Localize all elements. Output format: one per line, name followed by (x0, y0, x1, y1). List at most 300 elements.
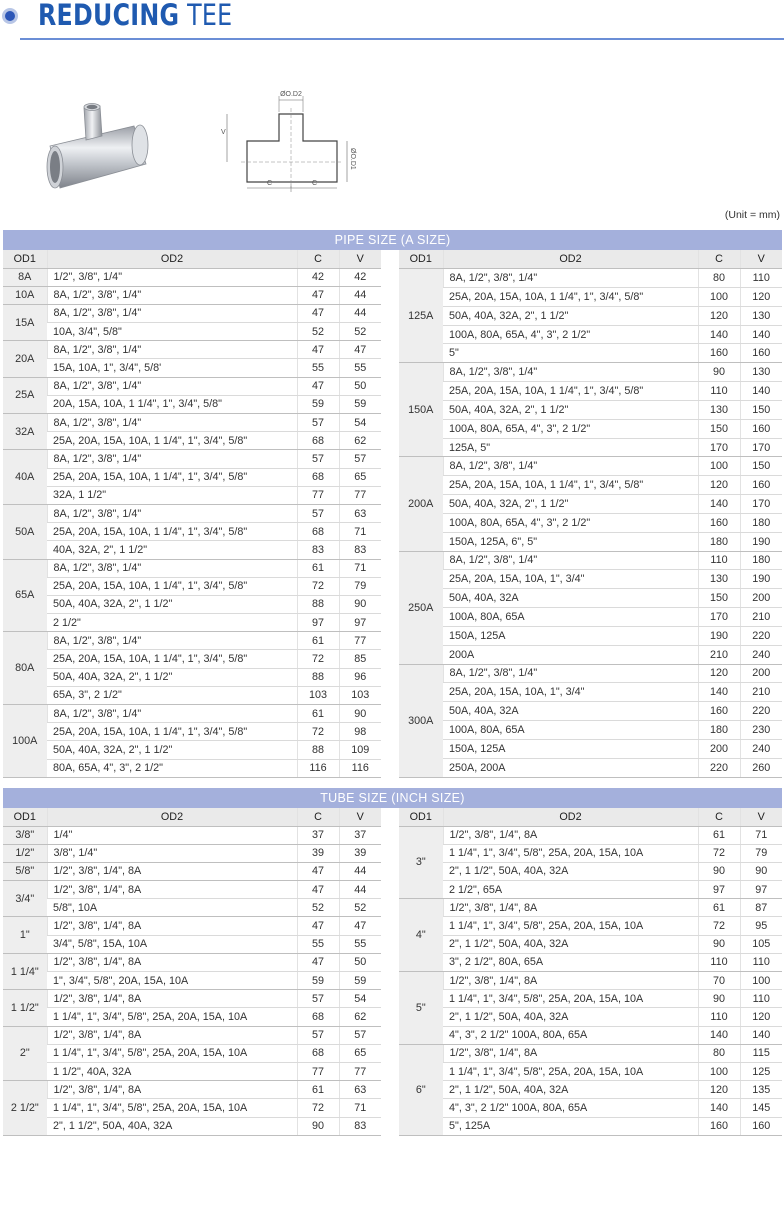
table-row (3, 414, 381, 432)
c-cell: 210 (698, 645, 740, 664)
v-cell: 160 (740, 476, 782, 495)
c-cell: 42 (297, 268, 339, 286)
od2-cell: 125A, 5" (443, 438, 698, 457)
v-cell: 160 (740, 1117, 782, 1135)
column-header: C (698, 250, 740, 269)
table-row (399, 972, 782, 990)
c-cell: 47 (297, 286, 339, 304)
column-header: OD2 (47, 250, 297, 268)
table-row (399, 881, 782, 899)
header-rule (20, 38, 784, 40)
c-cell: 57 (297, 1026, 339, 1044)
od2-cell: 25A, 20A, 15A, 10A, 1 1/4", 1", 3/4", 5/8" (47, 723, 297, 741)
v-cell: 39 (339, 844, 381, 862)
c-cell: 88 (297, 595, 339, 613)
c-cell: 52 (297, 323, 339, 341)
column-header: OD1 (399, 250, 443, 269)
c-cell: 80 (698, 1044, 740, 1062)
od2-cell: 2 1/2" (47, 614, 297, 632)
table-row (3, 523, 381, 541)
table-row (3, 826, 381, 844)
od2-cell: 20A, 15A, 10A, 1 1/4", 1", 3/4", 5/8" (47, 395, 297, 413)
od2-cell: 15A, 10A, 1", 3/4", 5/8' (47, 359, 297, 377)
v-cell: 47 (339, 917, 381, 935)
v-cell: 96 (339, 668, 381, 686)
c-cell: 120 (698, 476, 740, 495)
c-cell: 130 (698, 400, 740, 419)
table-row (3, 1117, 381, 1135)
dimension-drawing (215, 84, 365, 194)
column-header: C (297, 250, 339, 268)
bullet-dot-icon (5, 11, 15, 21)
table-row (399, 844, 782, 862)
v-cell: 140 (740, 325, 782, 344)
column-header: V (339, 250, 381, 268)
od2-cell: 8A, 1/2", 3/8", 1/4" (443, 457, 698, 476)
table-row (399, 495, 782, 514)
table-row (3, 341, 381, 359)
od1-cell: 100A (3, 705, 47, 778)
pipe-size-section (3, 230, 782, 778)
table-row (399, 325, 782, 344)
v-cell: 230 (740, 721, 782, 740)
od2-cell: 150A, 125A (443, 626, 698, 645)
c-cell: 59 (297, 972, 339, 990)
v-cell: 220 (740, 626, 782, 645)
v-cell: 190 (740, 532, 782, 551)
od2-cell: 5" (443, 344, 698, 363)
od2-cell: 200A (443, 645, 698, 664)
table-row (399, 532, 782, 551)
v-cell: 59 (339, 972, 381, 990)
column-header: V (740, 250, 782, 269)
od2-label: ØO.D2 (280, 91, 302, 98)
table-row (3, 450, 381, 468)
pipe-size-table-right (399, 250, 782, 778)
od2-cell: 1 1/4", 1", 3/4", 5/8", 25A, 20A, 15A, 10A (47, 1099, 297, 1117)
table-row (3, 577, 381, 595)
v-cell: 65 (339, 1044, 381, 1062)
od2-cell: 50A, 40A, 32A, 2", 1 1/2" (443, 306, 698, 325)
v-cell: 50 (339, 377, 381, 395)
od2-cell: 1 1/4", 1", 3/4", 5/8", 25A, 20A, 15A, 10A (443, 990, 698, 1008)
table-header-row (3, 250, 381, 268)
v-cell: 57 (339, 450, 381, 468)
od2-cell: 2 1/2", 65A (443, 881, 698, 899)
v-cell: 65 (339, 468, 381, 486)
od2-cell: 10A, 3/4", 5/8" (47, 323, 297, 341)
table-row (399, 608, 782, 627)
c-cell: 68 (297, 468, 339, 486)
table-row (399, 645, 782, 664)
table-row (3, 1008, 381, 1026)
c-cell: 57 (297, 450, 339, 468)
table-header-row (399, 250, 782, 269)
v-cell: 116 (339, 759, 381, 777)
v-cell: 44 (339, 862, 381, 880)
table-row (3, 1099, 381, 1117)
od1-cell: 1 1/2" (3, 990, 47, 1026)
v-cell: 115 (740, 1044, 782, 1062)
od2-cell: 100A, 80A, 65A, 4", 3", 2 1/2" (443, 419, 698, 438)
od2-cell: 100A, 80A, 65A, 4", 3", 2 1/2" (443, 513, 698, 532)
c-cell: 97 (297, 614, 339, 632)
c-cell: 220 (698, 758, 740, 777)
od2-cell: 1/2", 3/8", 1/4", 8A (47, 1026, 297, 1044)
c-cell: 180 (698, 721, 740, 740)
v-cell: 170 (740, 495, 782, 514)
column-header: V (339, 808, 381, 826)
c-cell: 120 (698, 306, 740, 325)
table-row (399, 457, 782, 476)
table-row (3, 650, 381, 668)
table-row (399, 419, 782, 438)
table-row (3, 723, 381, 741)
c-cell: 72 (297, 1099, 339, 1117)
table-row (3, 268, 381, 286)
table-row (3, 432, 381, 450)
c-cell: 140 (698, 683, 740, 702)
od2-cell: 8A, 1/2", 3/8", 1/4" (443, 363, 698, 382)
od2-cell: 1/4" (47, 826, 297, 844)
table-row (3, 844, 381, 862)
table-row (399, 513, 782, 532)
c-cell: 72 (297, 723, 339, 741)
pipe-size-title: PIPE SIZE (A SIZE) (3, 230, 782, 250)
column-header: OD2 (443, 808, 698, 826)
v-cell: 54 (339, 414, 381, 432)
tube-size-section (3, 788, 782, 1136)
table-row (3, 990, 381, 1008)
c-cell: 90 (698, 935, 740, 953)
v-cell: 120 (740, 287, 782, 306)
od2-cell: 50A, 40A, 32A, 2", 1 1/2" (47, 595, 297, 613)
c-cell: 88 (297, 741, 339, 759)
v-cell: 63 (339, 504, 381, 522)
v-cell: 240 (740, 645, 782, 664)
v-cell: 135 (740, 1081, 782, 1099)
od2-cell: 150A, 125A (443, 739, 698, 758)
c-cell: 68 (297, 432, 339, 450)
v-cell: 190 (740, 570, 782, 589)
c-cell: 47 (297, 881, 339, 899)
od1-cell: 150A (399, 363, 443, 457)
table-row (3, 359, 381, 377)
v-cell: 97 (339, 614, 381, 632)
c-cell: 72 (297, 577, 339, 595)
od2-cell: 40A, 32A, 2", 1 1/2" (47, 541, 297, 559)
v-cell: 145 (740, 1099, 782, 1117)
table-row (399, 683, 782, 702)
od1-cell: 2" (3, 1026, 47, 1081)
v-cell: 200 (740, 589, 782, 608)
pipe-size-table-left (3, 250, 381, 778)
v-cell: 85 (339, 650, 381, 668)
table-row (3, 953, 381, 971)
od1-cell: 125A (399, 269, 443, 363)
c-cell: 61 (297, 559, 339, 577)
od2-cell: 1 1/2", 40A, 32A (47, 1062, 297, 1080)
od2-cell: 8A, 1/2", 3/8", 1/4" (47, 341, 297, 359)
table-row (399, 917, 782, 935)
v-cell: 77 (339, 1062, 381, 1080)
table-header-row (399, 808, 782, 826)
v-cell: 160 (740, 344, 782, 363)
v-cell: 160 (740, 419, 782, 438)
c-cell: 100 (698, 457, 740, 476)
table-row (399, 739, 782, 758)
table-row (399, 1044, 782, 1062)
od2-cell: 8A, 1/2", 3/8", 1/4" (47, 450, 297, 468)
v-cell: 90 (740, 862, 782, 880)
od1-cell: 8A (3, 268, 47, 286)
table-row (3, 862, 381, 880)
table-row (3, 759, 381, 777)
c-cell: 160 (698, 702, 740, 721)
v-cell: 170 (740, 438, 782, 457)
v-cell: 71 (339, 523, 381, 541)
table-row (3, 705, 381, 723)
c-cell: 90 (698, 862, 740, 880)
table-row (399, 1099, 782, 1117)
c-cell: 57 (297, 414, 339, 432)
table-row (399, 990, 782, 1008)
table-row (399, 306, 782, 325)
c-cell: 61 (297, 705, 339, 723)
c-cell: 160 (698, 344, 740, 363)
c-cell: 90 (698, 990, 740, 1008)
c-cell: 68 (297, 523, 339, 541)
v-cell: 83 (339, 1117, 381, 1135)
table-row (3, 1081, 381, 1099)
tube-size-table-left (3, 808, 381, 1136)
column-header: OD1 (3, 250, 47, 268)
od2-cell: 5", 125A (443, 1117, 698, 1135)
v-cell: 44 (339, 304, 381, 322)
od2-cell: 25A, 20A, 15A, 10A, 1", 3/4" (443, 683, 698, 702)
column-header: V (740, 808, 782, 826)
column-header: OD2 (47, 808, 297, 826)
v-cell: 52 (339, 323, 381, 341)
od1-cell: 80A (3, 632, 47, 705)
c-right-label: C (312, 180, 318, 187)
od2-cell: 8A, 1/2", 3/8", 1/4" (47, 559, 297, 577)
column-header: OD1 (3, 808, 47, 826)
c-cell: 61 (698, 899, 740, 917)
table-row (3, 1044, 381, 1062)
c-cell: 140 (698, 1099, 740, 1117)
v-cell: 100 (740, 972, 782, 990)
table-row (3, 668, 381, 686)
od2-cell: 4", 3", 2 1/2" 100A, 80A, 65A (443, 1026, 698, 1044)
c-cell: 116 (297, 759, 339, 777)
od2-cell: 25A, 20A, 15A, 10A, 1 1/4", 1", 3/4", 5/8" (443, 382, 698, 401)
table-row (399, 400, 782, 419)
od2-cell: 25A, 20A, 15A, 10A, 1 1/4", 1", 3/4", 5/8" (47, 523, 297, 541)
od2-cell: 1/2", 3/8", 1/4", 8A (47, 953, 297, 971)
v-cell: 77 (339, 486, 381, 504)
table-row (3, 1026, 381, 1044)
od2-cell: 1/2", 3/8", 1/4", 8A (47, 862, 297, 880)
table-row (399, 551, 782, 570)
od2-cell: 50A, 40A, 32A, 2", 1 1/2" (47, 741, 297, 759)
od2-cell: 250A, 200A (443, 758, 698, 777)
c-cell: 61 (297, 1081, 339, 1099)
v-cell: 180 (740, 551, 782, 570)
od1-cell: 1" (3, 917, 47, 953)
od2-cell: 2", 1 1/2", 50A, 40A, 32A (47, 1117, 297, 1135)
od2-cell: 5/8", 10A (47, 899, 297, 917)
v-cell: 42 (339, 268, 381, 286)
page-title: REDUCING TEE (38, 0, 233, 32)
c-cell: 100 (698, 287, 740, 306)
od2-cell: 8A, 1/2", 3/8", 1/4" (47, 286, 297, 304)
od2-cell: 8A, 1/2", 3/8", 1/4" (443, 664, 698, 683)
od2-cell: 25A, 20A, 15A, 10A, 1 1/4", 1", 3/4", 5/8" (47, 432, 297, 450)
v-cell: 109 (339, 741, 381, 759)
table-row (399, 953, 782, 971)
c-cell: 120 (698, 1081, 740, 1099)
od2-cell: 50A, 40A, 32A, 2", 1 1/2" (47, 668, 297, 686)
od2-cell: 25A, 20A, 15A, 10A, 1 1/4", 1", 3/4", 5/8" (443, 476, 698, 495)
c-cell: 110 (698, 382, 740, 401)
od1-cell: 1/2" (3, 844, 47, 862)
od1-cell: 65A (3, 559, 47, 632)
od2-cell: 50A, 40A, 32A (443, 702, 698, 721)
od2-cell: 3", 2 1/2", 80A, 65A (443, 953, 698, 971)
c-cell: 57 (297, 504, 339, 522)
table-row (3, 972, 381, 990)
od2-cell: 2", 1 1/2", 50A, 40A, 32A (443, 1081, 698, 1099)
od1-cell: 10A (3, 286, 47, 304)
product-photo (38, 96, 158, 206)
od2-cell: 1/2", 3/8", 1/4", 8A (443, 1044, 698, 1062)
table-row (399, 826, 782, 844)
column-header: C (297, 808, 339, 826)
table-row (399, 899, 782, 917)
v-cell: 210 (740, 608, 782, 627)
table-row (3, 304, 381, 322)
v-cell: 140 (740, 382, 782, 401)
c-cell: 160 (698, 513, 740, 532)
table-row (399, 570, 782, 589)
c-cell: 37 (297, 826, 339, 844)
v-cell: 71 (339, 559, 381, 577)
c-cell: 103 (297, 686, 339, 704)
c-cell: 72 (698, 917, 740, 935)
c-cell: 47 (297, 917, 339, 935)
od1-cell: 32A (3, 414, 47, 450)
v-cell: 220 (740, 702, 782, 721)
v-cell: 47 (339, 341, 381, 359)
v-cell: 44 (339, 881, 381, 899)
od1-cell: 200A (399, 457, 443, 551)
v-cell: 44 (339, 286, 381, 304)
od2-cell: 8A, 1/2", 3/8", 1/4" (443, 551, 698, 570)
od2-cell: 1/2", 3/8", 1/4", 8A (47, 1081, 297, 1099)
v-cell: 71 (740, 826, 782, 844)
table-row (3, 323, 381, 341)
table-row (399, 363, 782, 382)
column-header: OD2 (443, 250, 698, 269)
c-cell: 200 (698, 739, 740, 758)
c-cell: 61 (297, 632, 339, 650)
c-cell: 190 (698, 626, 740, 645)
table-row (3, 468, 381, 486)
od2-cell: 8A, 1/2", 3/8", 1/4" (443, 269, 698, 288)
od1-cell: 5/8" (3, 862, 47, 880)
od1-cell: 15A (3, 304, 47, 340)
table-row (399, 476, 782, 495)
v-cell: 110 (740, 990, 782, 1008)
table-row (3, 614, 381, 632)
v-cell: 62 (339, 432, 381, 450)
od2-cell: 1", 3/4", 5/8", 20A, 15A, 10A (47, 972, 297, 990)
od2-cell: 50A, 40A, 32A, 2", 1 1/2" (443, 495, 698, 514)
table-row (3, 741, 381, 759)
od2-cell: 8A, 1/2", 3/8", 1/4" (47, 632, 297, 650)
v-cell: 83 (339, 541, 381, 559)
table-row (399, 1117, 782, 1135)
table-row (399, 589, 782, 608)
od2-cell: 150A, 125A, 6", 5" (443, 532, 698, 551)
c-cell: 150 (698, 419, 740, 438)
c-cell: 55 (297, 359, 339, 377)
table-row (3, 935, 381, 953)
od1-label: ØO.D1 (349, 148, 356, 170)
tube-size-table-right (399, 808, 782, 1136)
od1-cell: 20A (3, 341, 47, 377)
table-row (3, 486, 381, 504)
c-cell: 55 (297, 935, 339, 953)
column-header: OD1 (399, 808, 443, 826)
c-cell: 47 (297, 304, 339, 322)
v-cell: 62 (339, 1008, 381, 1026)
v-cell: 63 (339, 1081, 381, 1099)
table-row (3, 504, 381, 522)
od2-cell: 25A, 20A, 15A, 10A, 1 1/4", 1", 3/4", 5/8" (47, 577, 297, 595)
od2-cell: 3/4", 5/8", 15A, 10A (47, 935, 297, 953)
table-row (399, 382, 782, 401)
v-cell: 79 (740, 844, 782, 862)
v-cell: 87 (740, 899, 782, 917)
table-row (3, 632, 381, 650)
v-cell: 120 (740, 1008, 782, 1026)
table-row (399, 935, 782, 953)
od1-cell: 25A (3, 377, 47, 413)
v-cell: 110 (740, 269, 782, 288)
v-cell: 52 (339, 899, 381, 917)
table-row (3, 377, 381, 395)
od1-cell: 40A (3, 450, 47, 505)
table-row (399, 721, 782, 740)
c-cell: 72 (698, 844, 740, 862)
v-cell: 59 (339, 395, 381, 413)
v-cell: 240 (740, 739, 782, 758)
c-cell: 68 (297, 1008, 339, 1026)
od2-cell: 8A, 1/2", 3/8", 1/4" (47, 414, 297, 432)
od2-cell: 50A, 40A, 32A (443, 589, 698, 608)
od2-cell: 8A, 1/2", 3/8", 1/4" (47, 705, 297, 723)
c-cell: 59 (297, 395, 339, 413)
od1-cell: 3" (399, 826, 443, 899)
v-cell: 98 (339, 723, 381, 741)
c-cell: 170 (698, 438, 740, 457)
v-cell: 200 (740, 664, 782, 683)
table-row (3, 917, 381, 935)
c-cell: 140 (698, 495, 740, 514)
table-row (399, 626, 782, 645)
